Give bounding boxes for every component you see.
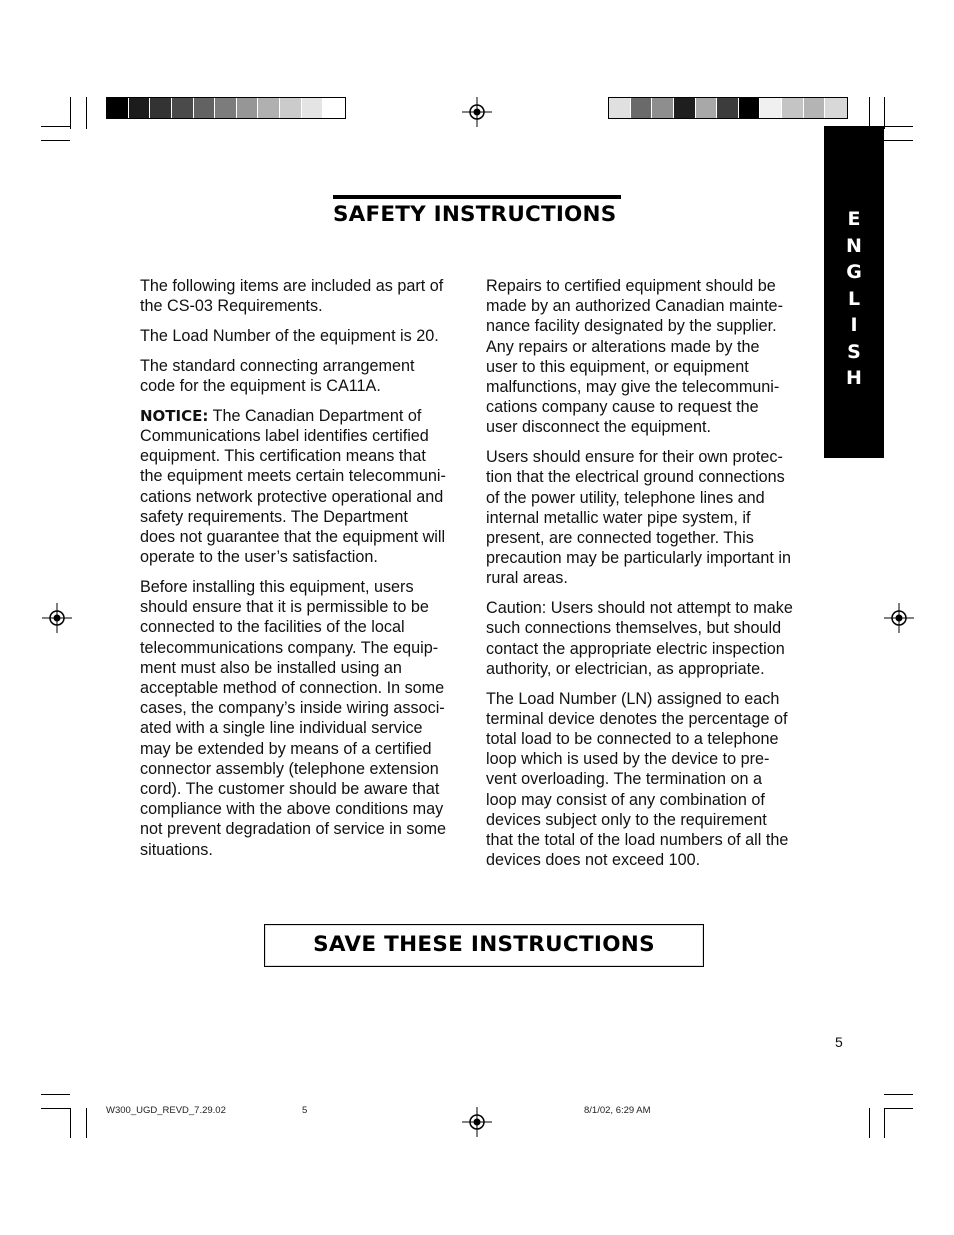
color-swatch bbox=[631, 98, 653, 118]
color-swatch bbox=[825, 98, 847, 118]
language-tab-letter: I bbox=[850, 314, 858, 336]
text-line: the CS-03 Requirements. bbox=[140, 297, 323, 316]
color-swatch bbox=[129, 98, 151, 118]
text-line: cases, the company’s inside wiring associ- bbox=[140, 699, 445, 718]
crop-mark bbox=[884, 97, 885, 129]
color-swatch bbox=[717, 98, 739, 118]
color-swatch bbox=[652, 98, 674, 118]
color-swatch bbox=[258, 98, 280, 118]
text-line bbox=[140, 406, 475, 426]
text-line: loop which is used by the device to pre- bbox=[486, 750, 770, 769]
slug-timestamp: 8/1/02, 6:29 AM bbox=[584, 1105, 651, 1116]
text-line: of the power utility, telephone lines and bbox=[486, 488, 765, 507]
registration-target-icon bbox=[42, 603, 72, 633]
text-line: The following items are included as part of bbox=[140, 277, 444, 295]
text-line: safety requirements. The Department bbox=[140, 507, 408, 526]
text-line: The Load Number of the equipment is 20. bbox=[140, 327, 439, 345]
language-tab-letter: G bbox=[846, 261, 862, 283]
color-swatch bbox=[194, 98, 216, 118]
language-tab-letter: H bbox=[846, 367, 862, 389]
text-line: made by an authorized Canadian mainte- bbox=[486, 297, 783, 316]
text-line: tion that the electrical ground connections bbox=[486, 468, 785, 487]
text-line: such connections themselves, but should bbox=[486, 619, 782, 638]
text-line: Repairs to certified equipment should be bbox=[486, 277, 776, 295]
crop-mark bbox=[41, 140, 70, 141]
color-swatch bbox=[150, 98, 172, 118]
notice-text: The Canadian Department of bbox=[208, 406, 422, 425]
text-line: rural areas. bbox=[486, 569, 568, 588]
color-swatch bbox=[237, 98, 259, 118]
text-line: should ensure that it is permissible to be bbox=[140, 598, 429, 617]
crop-mark bbox=[869, 97, 870, 129]
text-line: ment must also be installed using an bbox=[140, 658, 402, 677]
page-number: 5 bbox=[835, 1034, 843, 1050]
text-line: may be extended by means of a certified bbox=[140, 739, 432, 758]
color-calibration-bar-right bbox=[608, 97, 848, 119]
crop-mark bbox=[41, 126, 70, 127]
language-tab-label bbox=[824, 206, 884, 392]
text-line: the equipment meets certain telecommuni- bbox=[140, 467, 446, 486]
language-tab-letter: S bbox=[847, 340, 861, 363]
crop-mark bbox=[70, 97, 71, 129]
paragraph bbox=[486, 598, 821, 679]
text-line: telecommunications company. The equip- bbox=[140, 638, 439, 657]
text-line: user disconnect the equipment. bbox=[486, 418, 711, 437]
save-instructions-label: SAVE THESE INSTRUCTIONS bbox=[313, 932, 655, 957]
crop-mark bbox=[41, 1094, 70, 1095]
save-instructions-banner bbox=[264, 924, 704, 967]
text-line: vent overloading. The termination on a bbox=[486, 770, 762, 789]
text-line: situations. bbox=[140, 840, 213, 859]
paragraph bbox=[486, 689, 821, 871]
text-line: Communications label identifies certified bbox=[140, 427, 429, 445]
crop-mark bbox=[884, 140, 913, 141]
text-line: terminal device denotes the percentage of bbox=[486, 709, 788, 728]
language-tab-letter: E bbox=[847, 208, 861, 230]
text-line: contact the appropriate electric inspection bbox=[486, 639, 785, 658]
text-line: connected to the facilities of the local bbox=[140, 618, 405, 637]
color-swatch bbox=[609, 98, 631, 118]
text-line: not prevent degradation of service in some bbox=[140, 820, 446, 839]
text-line: Users should ensure for their own protec- bbox=[486, 448, 783, 467]
crop-mark bbox=[884, 1094, 913, 1095]
crop-mark bbox=[70, 1108, 71, 1138]
language-tab-letter: L bbox=[847, 287, 861, 310]
slug-page: 5 bbox=[302, 1105, 308, 1116]
text-line: ated with a single line individual service bbox=[140, 719, 423, 738]
color-swatch bbox=[760, 98, 782, 118]
text-line: authority, or electrician, as appropriate. bbox=[486, 659, 765, 678]
crop-mark bbox=[869, 1108, 870, 1138]
text-line: internal metallic water pipe system, if bbox=[486, 508, 751, 527]
crop-mark bbox=[41, 1108, 70, 1109]
language-tab-letter: N bbox=[846, 234, 862, 257]
text-line: connector assembly (telephone extension bbox=[140, 759, 439, 778]
text-line: devices does not exceed 100. bbox=[486, 851, 701, 870]
left-column bbox=[140, 276, 475, 869]
text-line: present, are connected together. This bbox=[486, 529, 754, 548]
color-swatch bbox=[696, 98, 718, 118]
paragraph bbox=[486, 447, 821, 588]
text-line: that the total of the load numbers of all the bbox=[486, 831, 789, 850]
notice-label: NOTICE: bbox=[140, 406, 209, 425]
text-line: code for the equipment is CA11A. bbox=[140, 377, 381, 395]
text-line: total load to be connected to a telephone bbox=[486, 730, 779, 749]
color-swatch bbox=[674, 98, 696, 118]
text-line: malfunctions, may give the telecommuni- bbox=[486, 378, 780, 397]
color-swatch bbox=[302, 98, 324, 118]
color-swatch bbox=[107, 98, 129, 118]
color-calibration-bar-left bbox=[106, 97, 346, 119]
color-swatch bbox=[215, 98, 237, 118]
crop-mark bbox=[86, 97, 87, 129]
paragraph bbox=[140, 577, 475, 860]
registration-target-icon bbox=[462, 97, 492, 127]
notice-paragraph bbox=[140, 406, 475, 568]
right-column bbox=[486, 276, 821, 880]
color-swatch bbox=[804, 98, 826, 118]
color-swatch bbox=[280, 98, 302, 118]
text-line: operate to the user’s satisfaction. bbox=[140, 548, 378, 567]
text-line: devices subject only to the requirement bbox=[486, 810, 767, 829]
page-title: SAFETY INSTRUCTIONS bbox=[333, 202, 617, 227]
paragraph bbox=[486, 276, 821, 438]
text-line: equipment. This certification means that bbox=[140, 447, 426, 466]
registration-target-icon bbox=[884, 603, 914, 633]
crop-mark bbox=[884, 1108, 885, 1138]
text-line: Any repairs or alterations made by the bbox=[486, 337, 760, 356]
text-line: The Load Number (LN) assigned to each bbox=[486, 689, 780, 708]
paragraph bbox=[140, 356, 475, 396]
title-rule bbox=[333, 195, 621, 199]
text-line: does not guarantee that the equipment will bbox=[140, 528, 446, 547]
text-line: cord). The customer should be aware that bbox=[140, 780, 440, 799]
paragraph bbox=[140, 326, 475, 346]
text-line: cations company cause to request the bbox=[486, 398, 759, 417]
text-line: precaution may be particularly important in bbox=[486, 549, 792, 568]
color-swatch bbox=[739, 98, 761, 118]
text-line: acceptable method of connection. In some bbox=[140, 679, 445, 698]
crop-mark bbox=[884, 126, 913, 127]
text-line: compliance with the above conditions may bbox=[140, 800, 444, 819]
color-swatch bbox=[782, 98, 804, 118]
paragraph bbox=[140, 276, 475, 316]
text-line: nance facility designated by the supplier. bbox=[486, 317, 777, 336]
language-tab-english bbox=[824, 126, 884, 458]
text-line: Before installing this equipment, users bbox=[140, 578, 414, 597]
text-line: user to this equipment, or equipment bbox=[486, 357, 749, 376]
color-swatch bbox=[172, 98, 194, 118]
crop-mark bbox=[884, 1108, 913, 1109]
text-line: The standard connecting arrangement bbox=[140, 356, 415, 375]
slug-file-name: W300_UGD_REVD_7.29.02 bbox=[106, 1105, 226, 1116]
registration-target-icon bbox=[462, 1107, 492, 1137]
text-line: cations network protective operational and bbox=[140, 487, 444, 506]
text-line: Caution: Users should not attempt to make bbox=[486, 599, 793, 618]
crop-mark bbox=[86, 1108, 87, 1138]
text-line: loop may consist of any combination of bbox=[486, 790, 765, 809]
color-swatch bbox=[323, 98, 345, 118]
